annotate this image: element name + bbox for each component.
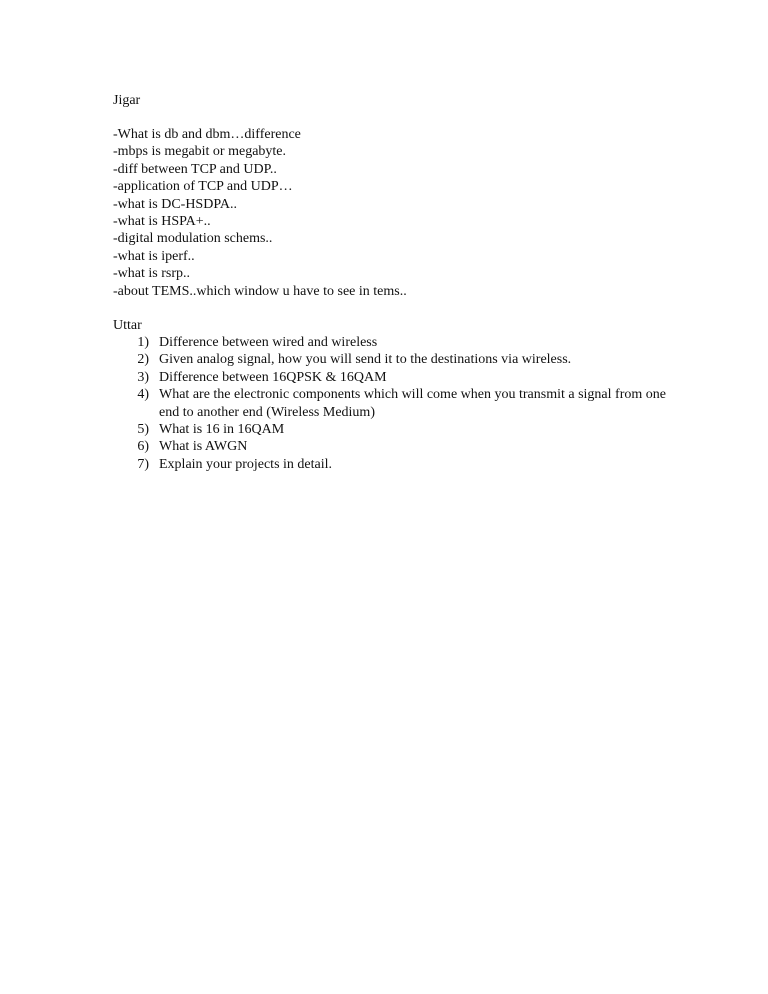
list-item: -diff between TCP and UDP.. [113, 161, 277, 177]
list-item-text: What is 16 in 16QAM [159, 422, 285, 438]
list-item [113, 438, 673, 455]
list-item [113, 386, 673, 421]
list-item-number: 5) [137, 422, 149, 438]
list-item [113, 334, 673, 351]
jigar-question-list [113, 126, 407, 300]
list-item: -what is rsrp.. [113, 266, 190, 282]
list-item-text: Explain your projects in detail. [159, 456, 333, 472]
list-item-text: Given analog signal, how you will send it to the destinations via wireless. [159, 352, 572, 368]
list-item: -digital modulation schems.. [113, 231, 273, 247]
list-item: -what is iperf.. [113, 248, 195, 264]
section-title-uttar: Uttar [113, 318, 142, 333]
list-item [113, 421, 673, 438]
list-item [113, 456, 673, 473]
list-item-text: What are the electronic components which will come when you transmit a signal from one end to another end (Wireless Medium) [159, 387, 666, 420]
list-item-text: Difference between 16QPSK & 16QAM [159, 369, 387, 385]
uttar-question-list [113, 334, 673, 473]
list-item: -what is DC-HSDPA.. [113, 196, 237, 212]
list-item [113, 351, 673, 368]
list-item [113, 369, 673, 386]
list-item-number: 4) [137, 387, 149, 403]
list-item: -about TEMS..which window u have to see in tems.. [113, 283, 407, 299]
list-item-number: 6) [137, 439, 149, 455]
list-item-number: 1) [137, 335, 149, 350]
list-item-number: 2) [137, 352, 149, 368]
list-item: -mbps is megabit or megabyte. [113, 144, 287, 160]
list-item: -What is db and dbm…difference [113, 127, 301, 142]
list-item: -what is HSPA+.. [113, 214, 211, 230]
list-item-text: Difference between wired and wireless [159, 335, 378, 350]
list-item: -application of TCP and UDP… [113, 179, 293, 195]
list-item-number: 3) [137, 369, 149, 385]
list-item-number: 7) [137, 456, 149, 472]
section-title-jigar: Jigar [113, 93, 141, 108]
list-item-text: What is AWGN [159, 439, 248, 455]
